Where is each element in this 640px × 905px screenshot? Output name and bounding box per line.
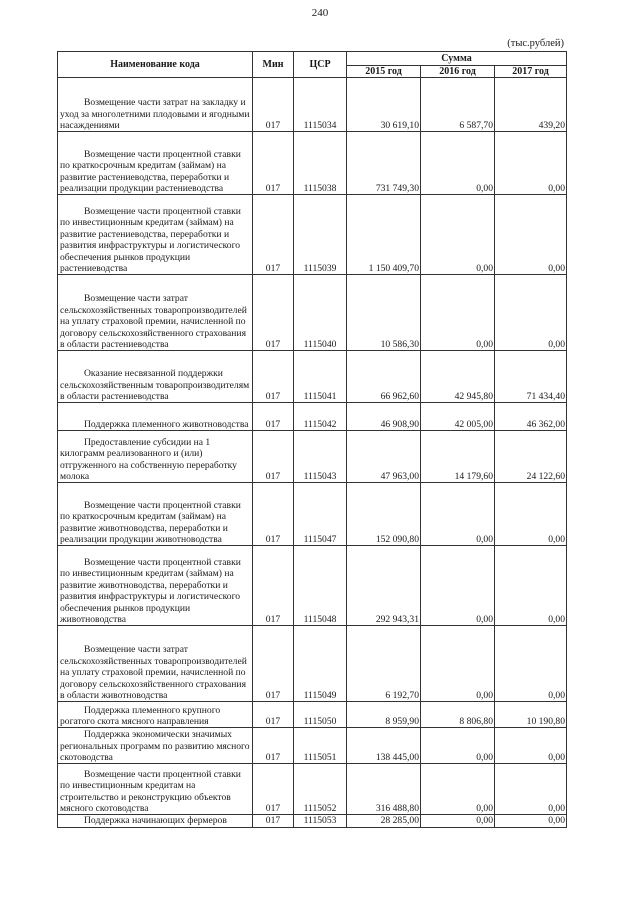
row-csr: 1115041 <box>294 351 347 403</box>
row-name-text: Возмещение части затрат на закладку и уход за многолетними плодовыми и ягодными насаждениями <box>60 97 250 131</box>
row-value-2016: 0,00 <box>421 626 495 702</box>
row-name-text: Поддержка племенного животноводства <box>84 419 249 430</box>
row-value-2016: 0,00 <box>421 275 495 351</box>
row-value-2017: 0,00 <box>495 546 567 626</box>
row-name-text: Предоставление субсидии на 1 килограмм реализованного и (или) отгруженного на собственную переработку молока <box>60 436 237 482</box>
row-name-text: Возмещение части процентной ставки по краткосрочным кредитам (займам) на развитие растениеводства, переработки и реализации продукции растениеводства <box>60 148 241 194</box>
row-name <box>58 702 253 728</box>
row-value-2017: 0,00 <box>495 483 567 546</box>
row-value-2016: 0,00 <box>421 483 495 546</box>
row-csr: 1115050 <box>294 702 347 728</box>
row-name-text: Оказание несвязанной поддержки сельскохозяйственным товаропроизводителям в области растениеводства <box>60 368 250 402</box>
row-min: 017 <box>253 403 294 431</box>
header-sum: Сумма <box>347 52 567 66</box>
row-name <box>58 275 253 351</box>
row-value-2016: 0,00 <box>421 815 495 827</box>
row-name-text: Возмещение части затрат сельскохозяйственных товаропроизводителей на уплату страховой премии, начисленной по договору сельскохозяйственного страхования в области растениеводства <box>60 293 247 350</box>
row-min: 017 <box>253 195 294 275</box>
row-min: 017 <box>253 132 294 195</box>
header-name: Наименование кода <box>58 52 253 78</box>
row-csr: 1115053 <box>294 815 347 827</box>
row-name-text: Возмещение части процентной ставки по инвестиционным кредитам (займам) на развитие животноводства, переработки и развития инфраструктуры и логистического обеспечения рынков продукции животноводства <box>60 556 241 625</box>
row-value-2016: 42 005,00 <box>421 403 495 431</box>
row-min: 017 <box>253 275 294 351</box>
row-csr: 1115051 <box>294 728 347 764</box>
row-name <box>58 483 253 546</box>
row-value-2016: 0,00 <box>421 546 495 626</box>
header-min: Мин <box>253 52 294 78</box>
row-name-text: Возмещение части процентной ставки по инвестиционным кредитам (займам) на развитие растениеводства, переработки и развития инфраструктуры и логистического обеспечения рынков продукции растениеводства <box>60 205 241 274</box>
table-row <box>58 764 567 815</box>
table-row <box>58 546 567 626</box>
page-number: 240 <box>311 7 329 19</box>
row-value-2015: 10 586,30 <box>347 275 421 351</box>
row-value-2015: 316 488,80 <box>347 764 421 815</box>
row-csr: 1115034 <box>294 78 347 132</box>
table-row <box>58 815 567 827</box>
row-csr: 1115047 <box>294 483 347 546</box>
row-csr: 1115049 <box>294 626 347 702</box>
table-row <box>58 351 567 403</box>
row-min: 017 <box>253 702 294 728</box>
row-value-2017: 0,00 <box>495 815 567 827</box>
row-min: 017 <box>253 626 294 702</box>
row-min: 017 <box>253 546 294 626</box>
row-name-text: Возмещение части процентной ставки по инвестиционным кредитам на строительство и реконструкцию объектов мясного скотоводства <box>60 768 241 814</box>
row-value-2016: 14 179,60 <box>421 431 495 483</box>
table-row <box>58 78 567 132</box>
row-name <box>58 728 253 764</box>
row-value-2015: 731 749,30 <box>347 132 421 195</box>
table-row <box>58 275 567 351</box>
row-value-2017: 439,20 <box>495 78 567 132</box>
row-value-2017: 71 434,40 <box>495 351 567 403</box>
header-year-2015: 2015 год <box>347 66 421 78</box>
row-value-2017: 0,00 <box>495 275 567 351</box>
row-value-2016: 0,00 <box>421 132 495 195</box>
row-min: 017 <box>253 764 294 815</box>
row-name <box>58 546 253 626</box>
table-row <box>58 195 567 275</box>
row-csr: 1115039 <box>294 195 347 275</box>
table-row <box>58 626 567 702</box>
row-value-2016: 0,00 <box>421 764 495 815</box>
row-name-text: Поддержка племенного крупного рогатого скота мясного направления <box>60 704 221 727</box>
row-csr: 1115040 <box>294 275 347 351</box>
row-min: 017 <box>253 815 294 827</box>
row-value-2017: 0,00 <box>495 626 567 702</box>
row-name <box>58 764 253 815</box>
row-value-2015: 46 908,90 <box>347 403 421 431</box>
row-value-2017: 0,00 <box>495 132 567 195</box>
row-name <box>58 132 253 195</box>
row-value-2015: 66 962,60 <box>347 351 421 403</box>
row-value-2017: 0,00 <box>495 728 567 764</box>
row-csr: 1115043 <box>294 431 347 483</box>
unit-label: (тыс.рублей) <box>507 38 564 49</box>
row-csr: 1115042 <box>294 403 347 431</box>
row-name <box>58 431 253 483</box>
row-min: 017 <box>253 483 294 546</box>
row-value-2015: 152 090,80 <box>347 483 421 546</box>
row-value-2016: 6 587,70 <box>421 78 495 132</box>
table-row <box>58 132 567 195</box>
row-name <box>58 626 253 702</box>
row-value-2015: 47 963,00 <box>347 431 421 483</box>
row-name-text: Возмещение части процентной ставки по краткосрочным кредитам (займам) на развитие животноводства, переработки и реализации продукции животноводства <box>60 499 241 545</box>
row-value-2016: 42 945,80 <box>421 351 495 403</box>
row-value-2016: 0,00 <box>421 728 495 764</box>
row-min: 017 <box>253 431 294 483</box>
row-value-2015: 8 959,90 <box>347 702 421 728</box>
row-name <box>58 78 253 132</box>
row-min: 017 <box>253 78 294 132</box>
row-csr: 1115052 <box>294 764 347 815</box>
row-name <box>58 403 253 431</box>
row-value-2016: 0,00 <box>421 195 495 275</box>
row-name <box>58 351 253 403</box>
header-year-2017: 2017 год <box>495 66 567 78</box>
row-value-2015: 30 619,10 <box>347 78 421 132</box>
budget-table <box>57 51 567 828</box>
row-value-2016: 8 806,80 <box>421 702 495 728</box>
row-value-2017: 0,00 <box>495 764 567 815</box>
row-min: 017 <box>253 728 294 764</box>
row-csr: 1115048 <box>294 546 347 626</box>
row-value-2017: 0,00 <box>495 195 567 275</box>
table-row <box>58 403 567 431</box>
row-min: 017 <box>253 351 294 403</box>
header-year-2016: 2016 год <box>421 66 495 78</box>
header-csr: ЦСР <box>294 52 347 78</box>
row-value-2015: 1 150 409,70 <box>347 195 421 275</box>
table-row <box>58 728 567 764</box>
row-name <box>58 195 253 275</box>
table-row <box>58 431 567 483</box>
row-name-text: Поддержка экономически значимых региональных программ по развитию мясного скотоводства <box>60 729 250 763</box>
row-value-2017: 10 190,80 <box>495 702 567 728</box>
row-value-2015: 292 943,31 <box>347 546 421 626</box>
row-csr: 1115038 <box>294 132 347 195</box>
row-value-2017: 24 122,60 <box>495 431 567 483</box>
table-row <box>58 483 567 546</box>
table-row <box>58 702 567 728</box>
row-value-2015: 6 192,70 <box>347 626 421 702</box>
row-value-2015: 138 445,00 <box>347 728 421 764</box>
row-name <box>58 815 253 827</box>
row-name-text: Поддержка начинающих фермеров <box>84 815 227 827</box>
row-name-text: Возмещение части затрат сельскохозяйственных товаропроизводителей на уплату страховой премии, начисленной по договору сельскохозяйственного страхования в области животноводства <box>60 644 247 701</box>
row-value-2017: 46 362,00 <box>495 403 567 431</box>
row-value-2015: 28 285,00 <box>347 815 421 827</box>
